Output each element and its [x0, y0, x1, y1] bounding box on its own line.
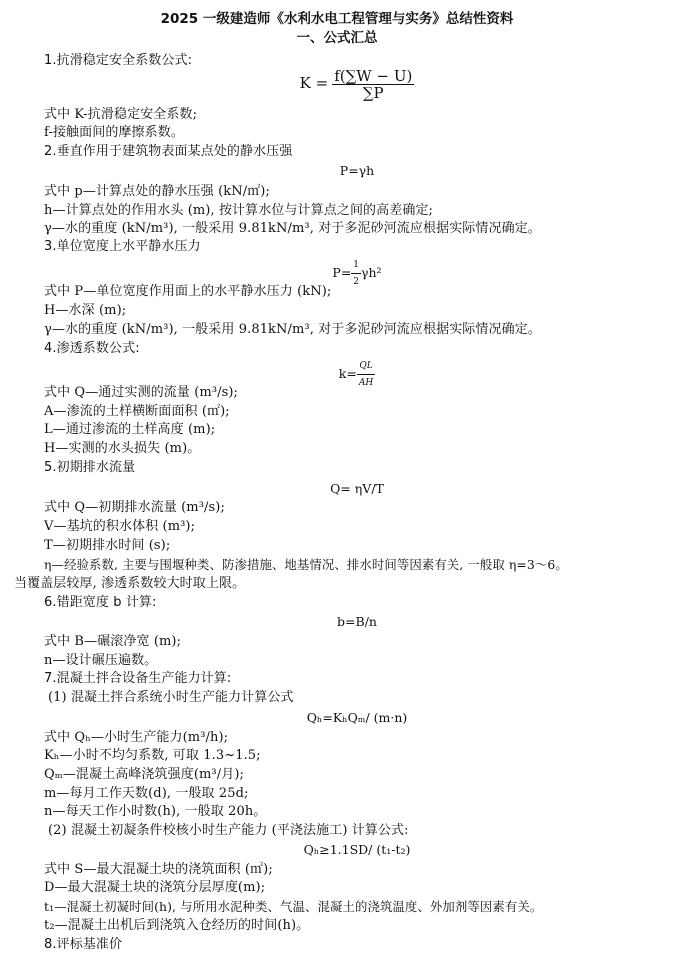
- formula-1-denominator: ∑P: [362, 84, 384, 102]
- formula-4-denominator: AH: [358, 378, 374, 388]
- formula-3-numerator: 1: [351, 257, 361, 274]
- heading-7: 7.混凝土拌合设备生产能力计算:: [44, 671, 232, 686]
- heading-1: 1.抗滑稳定安全系数公式:: [44, 53, 193, 68]
- s7-line: m—每月工作天数(d), 一般取 25d;: [44, 786, 249, 801]
- s7-line: n—每天工作小时数(h), 一般取 20h。: [44, 804, 267, 819]
- heading-2: 2.垂直作用于建筑物表面某点处的静水压强: [44, 144, 293, 159]
- formula-2: P=γh: [339, 163, 375, 178]
- heading-5: 5.初期排水流量: [44, 460, 136, 475]
- formula-1-lhs: K =: [299, 74, 329, 92]
- formula-3-rhs: γh²: [361, 265, 382, 280]
- formula-4-numerator: QL: [357, 358, 375, 375]
- s7-line: Kₕ—小时不均匀系数, 可取 1.3~1.5;: [44, 748, 261, 763]
- s6-line: n—设计碾压遍数。: [44, 653, 158, 668]
- formula-5: Q= ηV/T: [330, 481, 384, 496]
- s7-line: D—最大混凝土块的浇筑分层厚度(m);: [44, 880, 266, 895]
- s2-line: 式中 p—计算点处的静水压强 (kN/㎡);: [44, 184, 270, 199]
- s7-line: 式中 Qₕ—小时生产能力(m³/h);: [44, 730, 229, 745]
- s2-line: h—计算点处的作用水头 (m), 按计算水位与计算点之间的高差确定;: [44, 203, 434, 218]
- formula-7-1: Qₕ=KₕQₘ/ (m·n): [306, 710, 408, 725]
- s5-line: η—经验系数, 主要与围堰种类、防渗措施、地基情况、排水时间等因素有关, 一般取 η=3～6。: [44, 557, 568, 572]
- s4-line: L—通过渗流的土样高度 (m);: [44, 422, 216, 437]
- s3-line: H—水深 (m);: [44, 303, 127, 318]
- s6-line: 式中 B—碾滚净宽 (m);: [44, 634, 182, 649]
- formula-1-fraction: [332, 68, 414, 101]
- heading-3: 3.单位宽度上水平静水压力: [44, 239, 201, 254]
- s4-line: 式中 Q—通过实测的流量 (m³/s);: [44, 385, 239, 400]
- section-title: 一、公式汇总: [296, 30, 378, 46]
- s7-line: t₁—混凝土初凝时间(h), 与所用水泥种类、气温、混凝土的浇筑温度、外加剂等因素有关。: [44, 899, 543, 914]
- heading-8: 8.评标基准价: [44, 937, 123, 952]
- s1-line: f-接触面间的摩擦系数。: [44, 125, 184, 140]
- s2-line: γ—水的重度 (kN/m³), 一般采用 9.81kN/m³, 对于多泥砂河流应根据实际情况确定。: [44, 221, 541, 236]
- s5-line: V—基坑的积水体积 (m³);: [44, 519, 196, 534]
- heading-4: 4.渗透系数公式:: [44, 341, 140, 356]
- s3-line: 式中 P—单位宽度作用面上的水平静水压力 (kN);: [44, 284, 332, 299]
- document-title: 2025 一级建造师《水利水电工程管理与实务》总结性资料: [160, 11, 514, 27]
- s4-line: H—实测的水头损失 (m)。: [44, 441, 201, 456]
- subheading-7-2: (2) 混凝土初凝条件校核小时生产能力 (平浇法施工) 计算公式:: [48, 823, 409, 838]
- s5-line: 式中 Q—初期排水流量 (m³/s);: [44, 500, 225, 515]
- s3-line: γ—水的重度 (kN/m³), 一般采用 9.81kN/m³, 对于多泥砂河流应根据实际情况确定。: [44, 322, 541, 337]
- heading-6: 6.错距宽度 b 计算:: [44, 595, 157, 610]
- s7-line: 式中 S—最大混凝土块的浇筑面积 (㎡);: [44, 862, 273, 877]
- formula-3-lhs: P=: [332, 265, 352, 280]
- formula-1: [40, 68, 674, 101]
- s5-wrap-line: 当覆盖层较厚, 渗透系数较大时取上限。: [14, 576, 246, 591]
- s7-line: t₂—混凝土出机后到浇筑入仓经历的时间(h)。: [44, 918, 310, 933]
- subheading-7-1: (1) 混凝土拌合系统小时生产能力计算公式: [48, 690, 294, 705]
- formula-7-2: Qₕ≥1.1SD/ (t₁-t₂): [303, 842, 411, 857]
- s7-line: Qₘ—混凝土高峰浇筑强度(m³/月);: [44, 767, 244, 782]
- formula-6: b=B/n: [337, 614, 377, 629]
- formula-3-denominator: 2: [353, 277, 360, 287]
- s5-line: T—初期排水时间 (s);: [44, 538, 171, 553]
- s4-line: A—渗流的土样横断面面积 (㎡);: [44, 404, 230, 419]
- s1-line: 式中 K-抗滑稳定安全系数;: [44, 107, 198, 122]
- formula-1-numerator: f(∑W − U): [334, 67, 413, 85]
- formula-4-lhs: k=: [338, 366, 357, 381]
